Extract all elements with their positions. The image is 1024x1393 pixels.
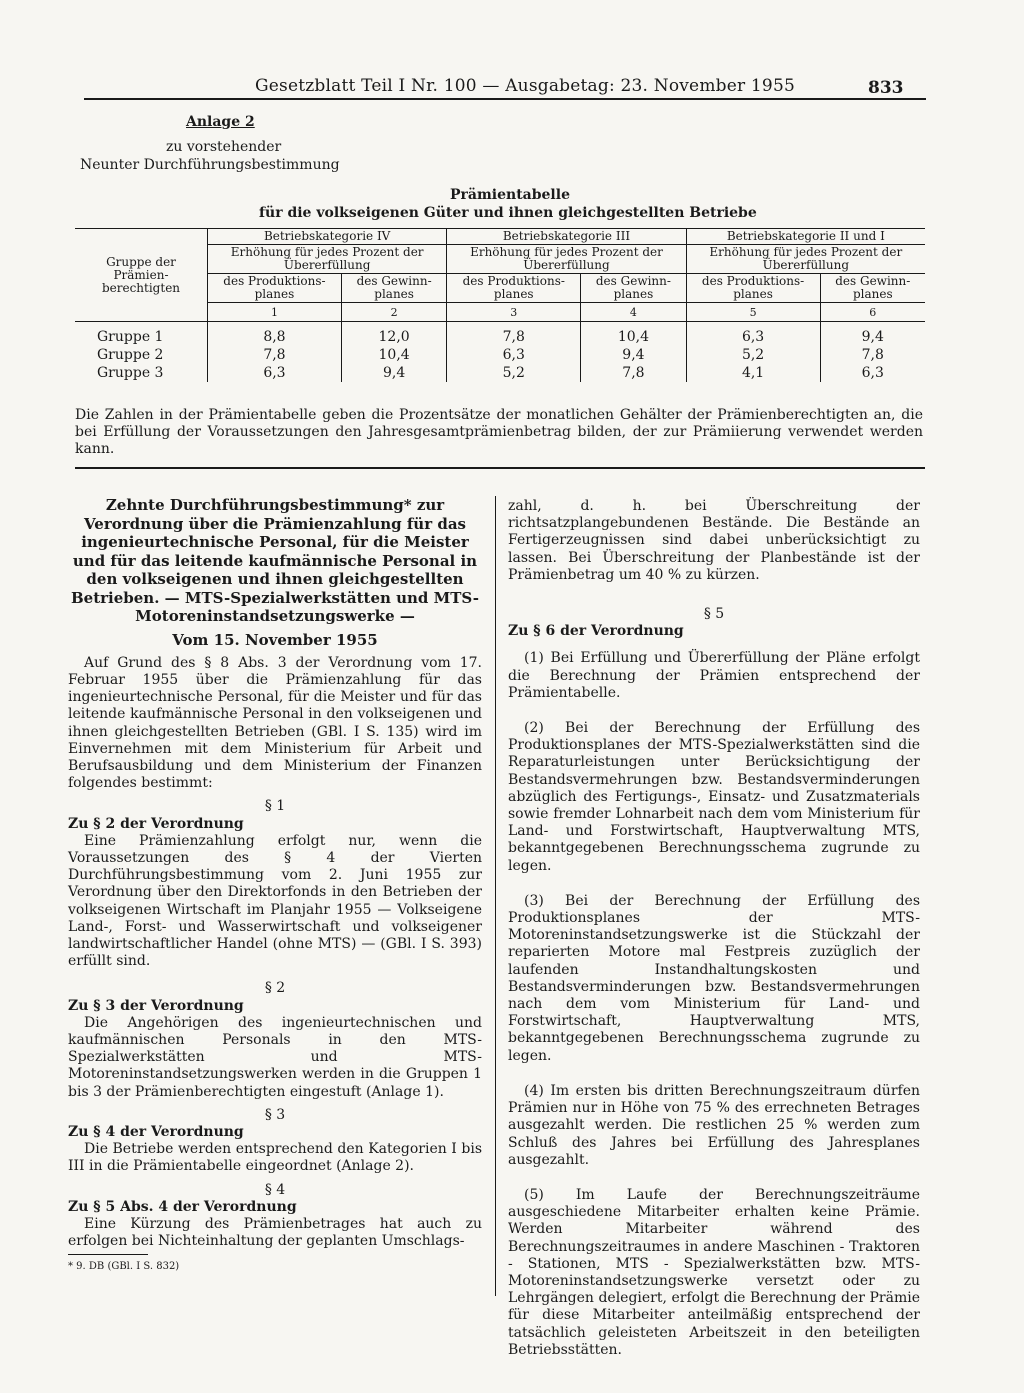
sub-header-profit: des Gewinn-planes <box>341 274 446 303</box>
column-number: 5 <box>686 303 820 322</box>
table-cell: 9,4 <box>820 328 925 346</box>
footnote-rule <box>68 1254 148 1255</box>
paragraph-1: (1) Bei Erfüllung und Übererfüllung der Pläne erfolgt die Berechnung der Prämien entsprechend der Prämientabelle. <box>508 650 920 701</box>
table-note: Die Zahlen in der Prämientabelle geben die Prozentsätze der monatlichen Gehälter der Prämienberechtigten an, die bei Erfüllung der Voraussetzungen den Jahresgesamtprämienbetrag bilden, der zur Prämiierung verwendet werden kann. <box>75 407 923 457</box>
table-cell: 6,3 <box>686 328 820 346</box>
table-row <box>75 364 925 382</box>
table-cell: 9,4 <box>341 364 446 382</box>
praemien-table <box>75 228 925 382</box>
section-1-heading: Zu § 2 der Verordnung <box>68 815 244 832</box>
table-cell: 9,4 <box>581 346 686 364</box>
section-3-heading: Zu § 4 der Verordnung <box>68 1123 244 1140</box>
table-cell: 12,0 <box>341 328 446 346</box>
column-divider <box>495 496 496 1296</box>
table-cell: 6,3 <box>447 346 581 364</box>
sub-header-production: des Produktions-planes <box>208 274 342 303</box>
anlage-line-1: zu vorstehender <box>166 139 282 155</box>
column-number: 2 <box>341 303 446 322</box>
column-number: 1 <box>208 303 342 322</box>
section-3-text: Die Betriebe werden entsprechend den Kategorien I bis III in die Prämientabelle eingeordnet (Anlage 2). <box>68 1141 482 1175</box>
column-number: 3 <box>447 303 581 322</box>
category-iv: Betriebskategorie IV <box>208 229 447 245</box>
continued-text: zahl, d. h. bei Überschreitung der richtsatzplangebundenen Bestände. Die Bestände an Fertigerzeugnissen sind dabei unberücksichtigt zu lassen. Bei Überschreitung der Planbestände ist der Prämienbetrag um 40 % zu kürzen. <box>508 498 920 583</box>
table-cell: 7,8 <box>447 328 581 346</box>
section-4-heading: Zu § 5 Abs. 4 der Verordnung <box>68 1198 297 1215</box>
category-ii-i: Betriebskategorie II und I <box>686 229 925 245</box>
group-label: Gruppe 1 <box>97 329 164 345</box>
section-5-heading: Zu § 6 der Verordnung <box>508 623 684 640</box>
section-4-label: § 4 <box>264 1181 286 1198</box>
table-cell: 4,1 <box>686 364 820 382</box>
regulation-date: Vom 15. November 1955 <box>172 630 378 649</box>
sub-header-profit: des Gewinn-planes <box>820 274 925 303</box>
section-2-label: § 2 <box>264 980 286 997</box>
column-number: 6 <box>820 303 925 322</box>
increase-label-iii: Erhöhung für jedes Prozent der Übererfüllung <box>447 245 686 274</box>
table-subtitle: für die volkseigenen Güter und ihnen gleichgestellten Betriebe <box>259 205 757 221</box>
section-5-label: § 5 <box>703 606 725 623</box>
category-iii: Betriebskategorie III <box>447 229 686 245</box>
table-cell: 10,4 <box>341 346 446 364</box>
anlage-line-2: Neunter Durchführungsbestimmung <box>80 157 340 173</box>
section-1-label: § 1 <box>264 798 286 815</box>
table-cell: 10,4 <box>581 328 686 346</box>
paragraph-4: (4) Im ersten bis dritten Berechnungszeitraum dürfen Prämien nur in Höhe von 75 % des errechneten Betrages ausgezahlt werden. Die restlichen 25 % werden zum Schluß des Jahres bei Erfüllung des Jahresplanes ausgezahlt. <box>508 1082 920 1168</box>
anlage-title: Anlage 2 <box>186 114 255 130</box>
left-column <box>68 496 482 1276</box>
sub-header-profit: des Gewinn-planes <box>581 274 686 303</box>
sub-header-production: des Produktions-planes <box>686 274 820 303</box>
column-number: 4 <box>581 303 686 322</box>
regulation-title: Zehnte Durchführungsbestimmung* zur Verordnung über die Prämienzahlung für das ingenieurtechnische Personal, für die Meister und für das leitende kaufmännische Personal in den volkseigenen und ihnen gleichgestellten Betrieben. — MTS-Spezialwerkstätten und MTS-Motoreninstandsetzungswerke — <box>70 496 480 625</box>
row-header-cell: Gruppe der Prämien-berechtigten <box>101 254 181 295</box>
table-title: Prämientabelle <box>450 187 570 203</box>
increase-label-ii-i: Erhöhung für jedes Prozent der Übererfüllung <box>686 245 925 274</box>
section-4-text: Eine Kürzung des Prämienbetrages hat auch zu erfolgen bei Nichteinhaltung der geplanten Umschlags- <box>68 1216 482 1250</box>
page-number: 833 <box>868 78 904 98</box>
section-2-text: Die Angehörigen des ingenieurtechnischen und kaufmännischen Personals in den MTS-Spezialwerkstätten und MTS-Motoreninstandsetzungswerken werden in die Gruppen 1 bis 3 der Prämienberechtigten eingestuft (Anlage 1). <box>68 1014 482 1100</box>
section-rule <box>75 467 925 469</box>
table-cell: 6,3 <box>208 364 342 382</box>
intro-paragraph: Auf Grund des § 8 Abs. 3 der Verordnung vom 17. Februar 1955 über die Prämienzahlung für das ingenieurtechnische Personal, für die Meister und für das leitende kaufmännische Personal in den volkseigenen und ihnen gleichgestellten Betrieben (GBl. I S. 135) wird im Einvernehmen mit dem Ministerium für Arbeit und Berufsausbildung und dem Ministerium der Finanzen folgendes bestimmt: <box>68 654 482 792</box>
sub-header-production: des Produktions-planes <box>447 274 581 303</box>
right-column <box>508 498 920 1359</box>
section-2-heading: Zu § 3 der Verordnung <box>68 997 244 1014</box>
header-rule <box>84 98 926 100</box>
increase-label-iv: Erhöhung für jedes Prozent der Übererfüllung <box>208 245 447 274</box>
footnote: * 9. DB (GBl. I S. 832) <box>68 1261 180 1273</box>
section-3-label: § 3 <box>264 1106 286 1123</box>
table-cell: 5,2 <box>447 364 581 382</box>
running-title: Gesetzblatt Teil I Nr. 100 — Ausgabetag: 23. November 1955 <box>255 76 795 96</box>
table-cell: 6,3 <box>820 364 925 382</box>
section-1-text: Eine Prämienzahlung erfolgt nur, wenn die Voraussetzungen des § 4 der Vierten Durchführungsbestimmung vom 2. Juni 1955 zur Verordnung über den Direktorfonds in den Betrieben der volkseigenen Wirtschaft im Planjahr 1955 — Volkseigene Land-, Forst- und Wasserwirtschaft und volkseigener landwirtschaftlicher Handel (ohne MTS) — (GBl. I S. 393) erfüllt sind. <box>68 832 482 970</box>
table-cell: 7,8 <box>208 346 342 364</box>
table-row <box>75 328 925 346</box>
group-label: Gruppe 3 <box>97 365 164 381</box>
paragraph-5: (5) Im Laufe der Berechnungszeiträume ausgeschiedene Mitarbeiter erhalten keine Prämie. Werden Mitarbeiter während des Berechnungszeitraumes in andere Maschinen - Traktoren - Stationen, MTS - Spezialwerkstätten bzw. MTS-Motoreninstandsetzungswerke versetzt oder zu Lehrgängen delegiert, erfolgt die Berechnung der Prämie für diese Mitarbeiter anteilmäßig entsprechend der tatsächlich geleisteten Arbeitszeit in den beteiligten Betriebsstätten. <box>508 1186 920 1358</box>
paragraph-2: (2) Bei der Berechnung der Erfüllung des Produktionsplanes der MTS-Spezialwerkstätten sind die Reparaturleistungen unter Berücksichtigung der Bestandsvermehrungen bzw. Bestandsverminderungen abzüglich des Fertigungs-, Einsatz- und Zusatzmaterials sowie fremder Lohnarbeit nach dem vom Ministerium für Land- und Forstwirtschaft, Hauptverwaltung MTS, bekanntgegebenen Berechnungsschema zugrunde zu legen. <box>508 720 920 874</box>
table-row <box>75 346 925 364</box>
table-cell: 7,8 <box>820 346 925 364</box>
group-label: Gruppe 2 <box>97 347 164 363</box>
table-cell: 5,2 <box>686 346 820 364</box>
table-cell: 8,8 <box>208 328 342 346</box>
table-cell: 7,8 <box>581 364 686 382</box>
paragraph-3: (3) Bei der Berechnung der Erfüllung des Produktionsplanes der MTS-Motoreninstandsetzungswerke ist die Stückzahl der reparierten Motore mal Festpreis zuzüglich der laufenden Instandhaltungskosten und Bestandsverminderungen bzw. Bestandsvermehrungen nach dem vom Ministerium für Land- und Forstwirtschaft, Hauptverwaltung MTS, bekanntgegebenen Berechnungsschema zugrunde zu legen. <box>508 892 920 1064</box>
